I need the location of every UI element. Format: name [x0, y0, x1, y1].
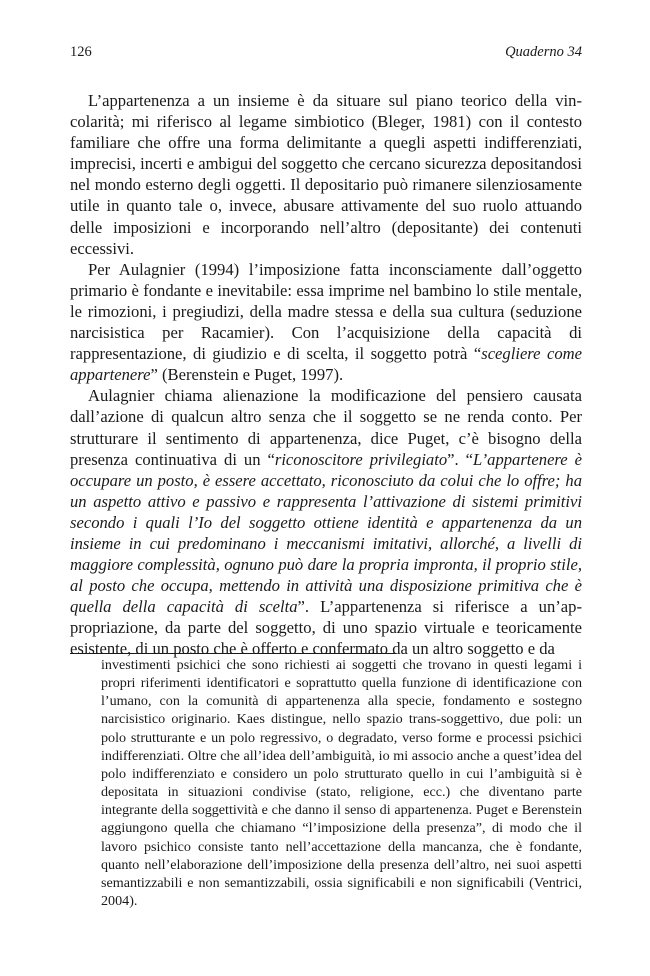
paragraph-2-text-b: ” (Berenstein e Puget, 1997). — [150, 365, 344, 385]
paragraph-2-italic: scegliere come appartenere — [70, 344, 582, 385]
paragraph-3-text-c: ”. L’appartenenza si riferisce a un’appropriazione, da parte del soggetto, di uno spazio virtuale e teoricamente esistente, di un posto che è offerto e confermato da un altro soggetto e da — [70, 597, 582, 659]
paragraph-1: L’appartenenza a un insieme è da situare sul piano teorico della vincolarità; mi riferisco al legame simbiotico (Bleger, 1981) con il contesto familiare che offre una forma delimitante a quegli aspetti indifferenziati, imprecisi, incerti e ambigui del soggetto che cercano sicurezza depositandosi nel mondo esterno degli oggetti. Il depositario può rimanere silenziosamente utile in quanto tale o, invece, abusare attivamente del suo ruolo attuando delle imposizioni e incorporando nell’altro (depositante) dei contenuti eccessivi. — [70, 91, 582, 258]
paragraph-3-text-a: Aulagnier chiama alienazione la modificazione del pensiero causata dall’azione di qualcun altro senza che il soggetto se ne renda conto. Per strutturare il sentimento di appartenenza, dice Puget, c’è bisogno della presenza continuativa di un “ — [70, 386, 582, 469]
paragraph-2 — [70, 259, 582, 386]
footnote-text: investimenti psichici che sono richiesti ai soggetti che trovano in questi legami i propri riferimenti identificatori e soprattutto quella funzione di identificazione con l’umano, con la comunità di appartenenza alla specie, fondamento e sostegno narcisistico originario. Kaes distingue, nello spazio trans-soggettivo, due poli: un polo strutturante e un polo regressivo, o degradato, verso forme e processi psichici indifferenziati. Oltre che all’idea dell’ambiguità, io mi associo anche a quest’idea del polo indifferenziato e considero un polo strutturato quello in cui l’ambiguità si è depositata in situazioni condivise (stato, religione, ecc.) che diventano parte integrante della soggettività e che danno il senso di appartenenza. Puget e Berenstein aggiungono quella che chiamano “l’imposizione della presenza”, di modo che il lavoro psichico consiste tanto nell’accettazione della mancanza, che è fondante, quanto nell’elaborazione dell’imposizione della presenza dell’altro, nei suoi aspetti semantizzabili e non semantizzabili, ossia significabili e non significabili (Ventrici, 2004). — [101, 657, 582, 910]
running-title: Quaderno 34 — [505, 44, 582, 60]
paragraph-3-text-b: ”. “ — [447, 449, 474, 469]
paragraph-3 — [70, 385, 582, 659]
paragraph-2-text-a: Per Aulagnier (1994) l’imposizione fatta inconsciamente dall’oggetto primario è fondante e inevitabile: essa imprime nel bambino lo stile mentale, le rimozioni, i pregiudizi, della madre stessa e della sua cultura (seduzione narcisistica per Racamier). Con l’acquisizione della capacità di rappresentazione, di giudizio e di scelta, il soggetto potrà “ — [70, 259, 582, 364]
page-header — [70, 44, 582, 64]
footnote-separator — [70, 653, 396, 654]
paragraph-3-italic-1: riconoscitore privilegiato — [274, 449, 448, 469]
main-text — [70, 90, 582, 660]
page-number: 126 — [70, 44, 92, 60]
footnote — [101, 656, 582, 910]
paragraph-3-italic-2: L’appartenere è occupare un posto, è essere accettato, riconosciuto da colui che lo offre; ha un aspetto attivo e passivo e rappresenta l’attivazione di sistemi primitivi secondo i quali l’Io del soggetto ottiene identità e appartenenza da un insieme in cui predominano i meccanismi imitativi, allorché, a livelli di maggiore complessità, ognuno può dare la propria impronta, il proprio stile, al posto che occupa, mettendo in attività una disposizione primitiva che è quella della capacità di scelta — [70, 449, 582, 617]
